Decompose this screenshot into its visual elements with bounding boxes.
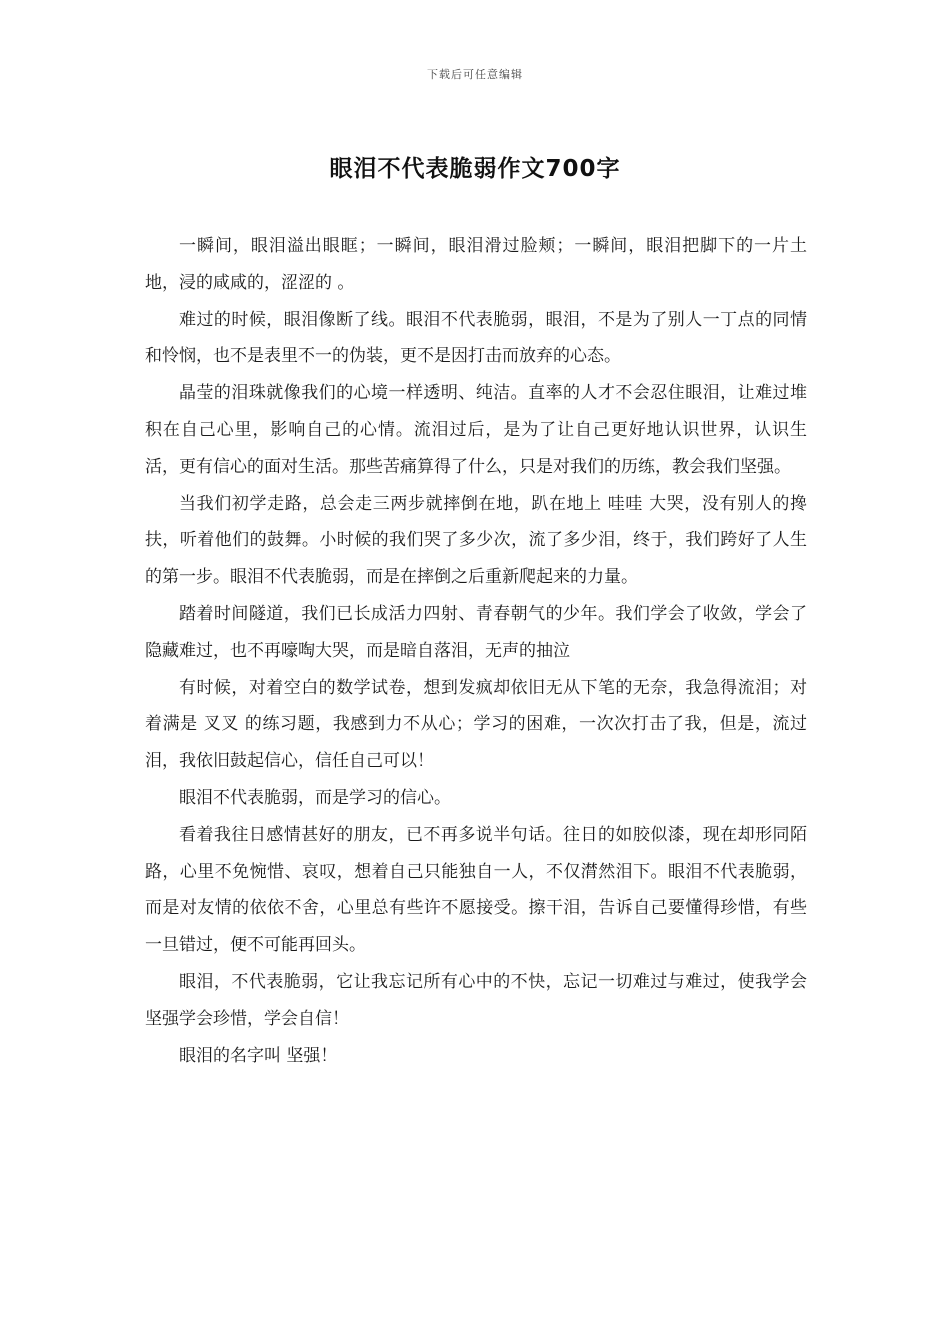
essay-title: 眼泪不代表脆弱作文700字 [329, 156, 621, 182]
essay-body [145, 228, 807, 1074]
header-note: 下载后可任意编辑 [427, 68, 523, 81]
paragraph-10: 眼泪的名字叫 坚强！ [179, 1045, 338, 1066]
paragraph-9: 眼泪，不代表脆弱，它让我忘记所有心中的不快，忘记一切难过与难过，使我学会坚强学会珍惜，学会自信！ [145, 971, 807, 1029]
paragraph-3: 晶莹的泪珠就像我们的心境一样透明、纯洁。直率的人才不会忍住眼泪，让难过堆积在自己心里，影响自己的心情。流泪过后，是为了让自己更好地认识世界，认识生活，更有信心的面对生活。那些苦痛算得了什么，只是对我们的历练，教会我们坚强。 [145, 383, 807, 477]
paragraph-2: 难过的时候，眼泪像断了线。眼泪不代表脆弱，眼泪，不是为了别人一丁点的同情和怜悯，也不是表里不一的伪装，更不是因打击而放弃的心态。 [145, 309, 807, 367]
paragraph-6: 有时候，对着空白的数学试卷，想到发疯却依旧无从下笔的无奈，我急得流泪；对着满是 叉叉 的练习题，我感到力不从心；学习的困难，一次次打击了我，但是，流过泪，我依旧鼓起信心，信任自己可以！ [145, 677, 807, 772]
paragraph-5: 踏着时间隧道，我们已长成活力四射、青春朝气的少年。我们学会了收敛，学会了隐藏难过，也不再嚎啕大哭，而是暗自落泪，无声的抽泣 [145, 603, 807, 661]
paragraph-1: 一瞬间，眼泪溢出眼眶；一瞬间，眼泪滑过脸颊；一瞬间，眼泪把脚下的一片土地，浸的咸咸的，涩涩的 。 [145, 236, 807, 293]
paragraph-4: 当我们初学走路，总会走三两步就摔倒在地，趴在地上 哇哇 大哭，没有别人的搀扶，听着他们的鼓舞。小时候的我们哭了多少次，流了多少泪，终于，我们跨好了人生的第一步。眼泪不代表脆弱，而是在摔倒之后重新爬起来的力量。 [145, 493, 807, 588]
paragraph-8: 看着我往日感情甚好的朋友，已不再多说半句话。往日的如胶似漆，现在却形同陌路，心里不免惋惜、哀叹，想着自己只能独自一人，不仅潸然泪下。眼泪不代表脆弱，而是对友情的依依不舍，心里总有些许不愿接受。擦干泪，告诉自己要懂得珍惜，有些一旦错过，便不可能再回头。 [145, 824, 807, 956]
paragraph-7: 眼泪不代表脆弱，而是学习的信心。 [179, 787, 451, 808]
